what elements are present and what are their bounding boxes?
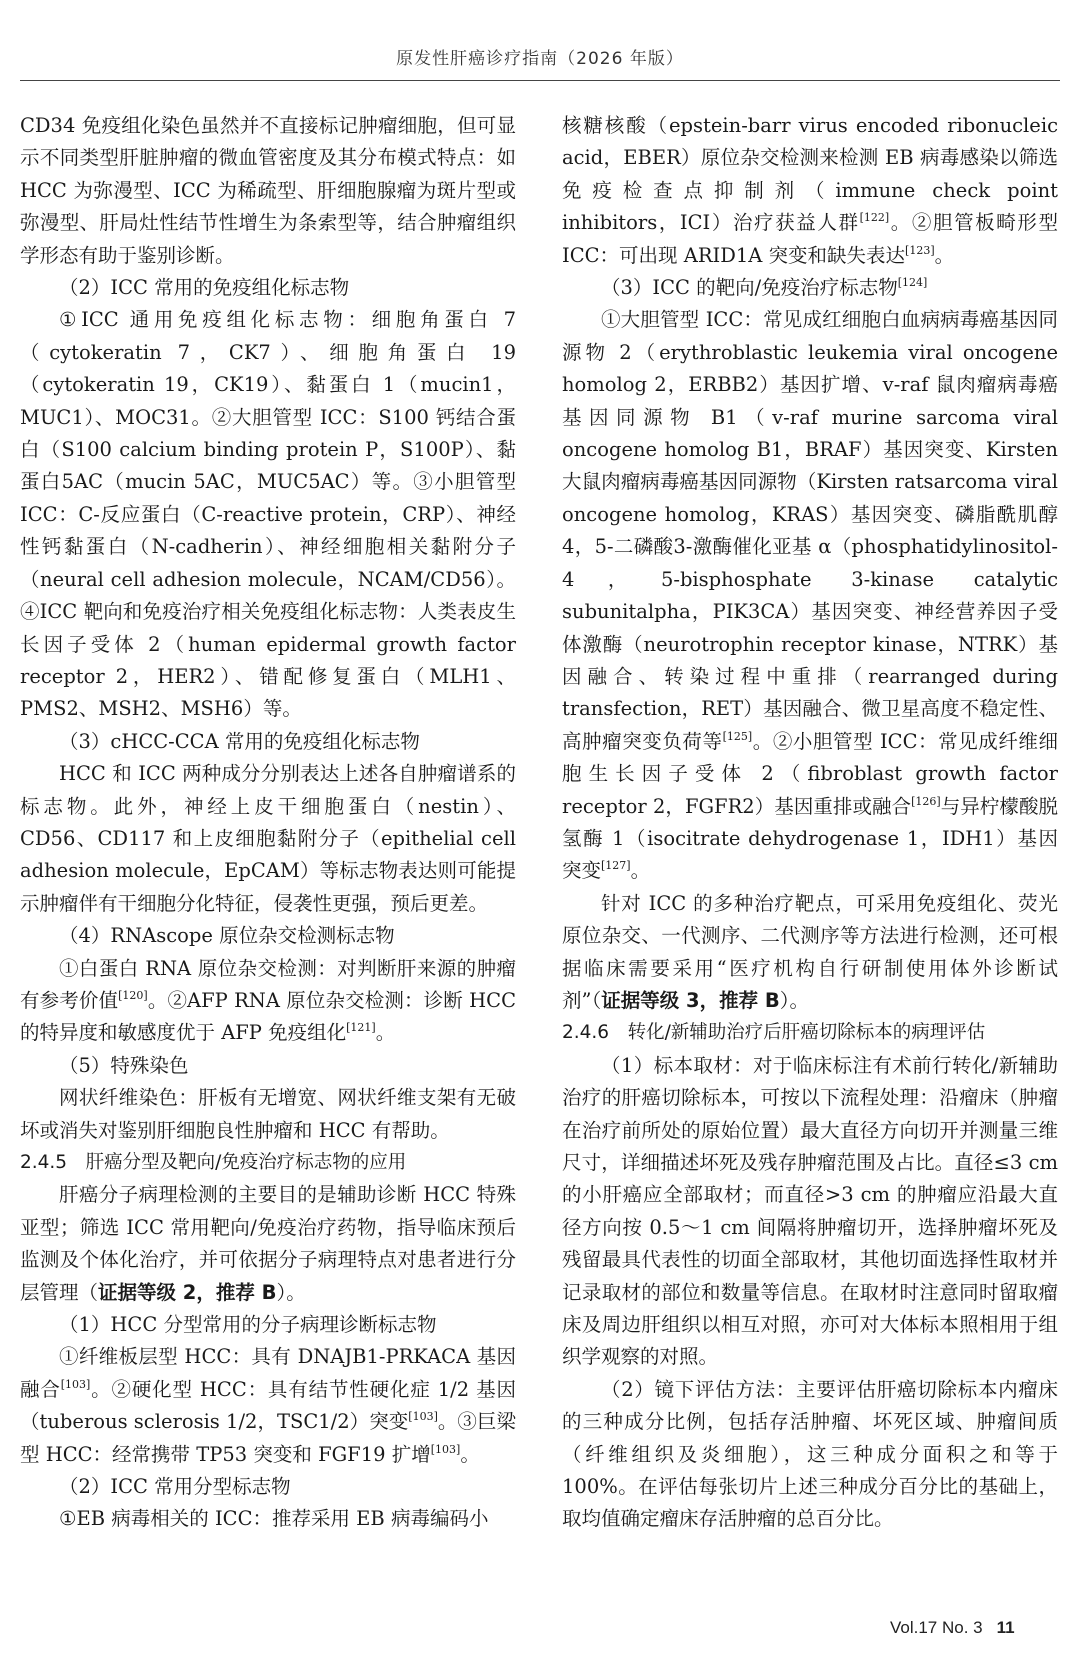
citation-ref: [103]	[60, 1377, 91, 1391]
text-run: 。②小胆管型 ICC：常见成纤维细胞生长因子受体 2（fibroblast growth factor receptor 2，FGFR2）基因重排或融合	[562, 729, 1058, 818]
volume-issue: Vol.17 No. 3	[890, 1618, 983, 1637]
paragraph: （2）镜下评估方法：主要评估肝癌切除标本内瘤床的三种成分比例，包括存活肿瘤、坏死区域、肿瘤间质（纤维组织及炎细胞），这三种成分面积之和等于 100%。在评估每张切片上述三种成分百分比的基础上，取均值确定瘤床存活肿瘤的总百分比。	[562, 1377, 1058, 1531]
text-run: 肝癌分子病理检测的主要目的是辅助诊断 HCC 特殊亚型；筛选 ICC 常用靶向/免疫治疗药物，指导临床预后监测及个体化治疗，并可依据分子病理特点对患者进行分层管理（	[20, 1183, 516, 1304]
paragraph: CD34 免疫组化染色虽然并不直接标记肿瘤细胞，但可显示不同类型肝脏肿瘤的微血管密度及其分布模式特点：如 HCC 为弥漫型、ICC 为稀疏型、肝细胞腺瘤为斑片型或弥漫型、肝局灶性结节性增生为条索型等，结合肿瘤组织学形态有助于鉴别诊断。	[20, 114, 516, 267]
section-heading: 2.4.5 肝癌分型及靶向/免疫治疗标志物的应用	[20, 1152, 407, 1173]
paragraph	[562, 272, 1058, 304]
citation-ref: [125]	[722, 729, 753, 743]
paragraph	[562, 304, 1058, 887]
text-run: 。	[375, 1021, 396, 1045]
text-run: （3）ICC 的靶向/免疫治疗标志物	[601, 276, 898, 300]
page-footer	[890, 1618, 1015, 1638]
text-run: 核糖核酸（epstein-barr virus encoded ribonucleic acid，EBER）原位杂交检测来检测 EB 病毒感染以筛选免疫检查点抑制剂（immune check point inhibitors，ICI）治疗获益人群	[562, 114, 1058, 235]
text-run: 。	[460, 1442, 480, 1466]
evidence-grade: 证据等级 2，推荐 B	[98, 1280, 277, 1304]
paragraph	[20, 1179, 516, 1309]
paragraph: HCC 和 ICC 两种成分分别表达上述各自肿瘤谱系的标志物。此外，神经上皮干细胞蛋白（nestin）、CD56、CD117 和上皮细胞黏附分子（epithelial cell adhesion molecule，EpCAM）等标志物表达则可能提示肿瘤伴有干细胞分化特征，侵袭性更强，预后更差。	[20, 762, 516, 915]
text-run: 。②硬化型 HCC：具有结节性硬化症 1/2 基因（tuberous sclerosis 1/2，TSC1/2）突变	[20, 1377, 516, 1434]
text-run: ）。	[779, 988, 810, 1012]
paragraph: 网状纤维染色：肝板有无增宽、网状纤维支架有无破坏或消失对鉴别肝细胞良性肿瘤和 HCC 有帮助。	[20, 1086, 516, 1142]
paragraph: （4）RNAscope 原位杂交检测标志物	[59, 924, 395, 948]
text-run: ）。	[276, 1280, 306, 1304]
text-run: 。	[630, 859, 651, 883]
text-run: ①纤维板层型 HCC：具有 DNAJB1-PRKACA 基因融合	[20, 1345, 516, 1401]
paragraph: ①EB 病毒相关的 ICC：推荐采用 EB 病毒编码小	[59, 1507, 489, 1531]
text-run: ①白蛋白 RNA 原位杂交检测：对判断肝来源的肿瘤有参考价值	[20, 956, 516, 1012]
paragraph: （1）标本取材：对于临床标注有术前行转化/新辅助治疗的肝癌切除标本，可按以下流程处理：沿瘤床（肿瘤在治疗前所处的原始位置）最大直径方向切开并测量三维尺寸，详细描述坏死及残存肿瘤范围及占比。直径≤3 cm 的小肝癌应全部取材；而直径>3 cm 的肿瘤应沿最大直径方向按 0.5～1 cm 间隔将肿瘤切开，选择肿瘤坏死及残留最具代表性的切面全部取材，其他切面选择性取材并记录取材的部位和数量等信息。在取材时注意同时留取瘤床及周边肝组织以相互对照，亦可对大体标本照相用于组织学观察的对照。	[562, 1053, 1058, 1369]
text-run: 。③巨梁型 HCC：经常携带 TP53 突变和 FGF19 扩增	[20, 1410, 516, 1466]
section-heading: 2.4.6 转化/新辅助治疗后肝癌切除标本的病理评估	[562, 1022, 986, 1044]
text-run: 。②AFP RNA 原位杂交检测：诊断 HCC 的特异度和敏感度优于 AFP 免疫组化	[20, 988, 516, 1045]
paragraph	[562, 888, 1058, 1018]
paragraph: ①ICC 通用免疫组化标志物：细胞角蛋白 7（cytokeratin 7，CK7）、细胞角蛋白 19（cytokeratin 19，CK19）、黏蛋白 1（mucin1，MUC1）、MOC31。②大胆管型 ICC：S100 钙结合蛋白（S100 calcium binding protein P，S100P）、黏蛋白5AC（mucin 5AC，MUC5AC）等。③小胆管型 ICC：C-反应蛋白（C-reactive protein，CRP）、神经性钙黏蛋白（N-cadherin）、神经细胞相关黏附分子（neural cell adhesion molecule，NCAM/CD56）。④ICC 靶向和免疫治疗相关免疫组化标志物：人类表皮生长因子受体 2（human epidermal growth factor receptor 2，HER2）、错配修复蛋白（MLH1、PMS2、MSH2、MSH6）等。	[20, 308, 516, 721]
right-column	[562, 110, 1058, 1536]
paragraph: （2）ICC 常用分型标志物	[59, 1475, 291, 1499]
paragraph: （2）ICC 常用的免疫组化标志物	[59, 276, 350, 300]
text-run: 与异柠檬酸脱氢酶 1（isocitrate dehydrogenase 1，IDH1）基因突变	[562, 794, 1058, 883]
text-run: 针对 ICC 的多种治疗靶点，可采用免疫组化、荧光原位杂交、一代测序、二代测序等方法进行检测，还可根据临床需要采用“医疗机构自行研制使用体外诊断试剂”（	[562, 891, 1058, 1012]
citation-ref: [121]	[346, 1021, 376, 1035]
citation-ref: [123]	[905, 243, 935, 257]
citation-ref: [122]	[859, 211, 890, 225]
text-run: 。②胆管板畸形型 ICC：可出现 ARID1A 突变和缺失表达	[562, 211, 1058, 267]
citation-ref: [120]	[118, 988, 148, 1002]
paragraph: （5）特殊染色	[59, 1053, 189, 1077]
citation-ref: [126]	[911, 794, 941, 808]
text-run: ①大胆管型 ICC：常见成红细胞白血病病毒癌基因同源物 2（erythroblastic leukemia viral oncogene homolog 2，ERBB2）基因扩增、v-raf 鼠肉瘤病毒癌基因同源物 B1（v-raf murine sarcoma viral oncogene homolog B1，BRAF）基因突变、Kirsten 大鼠肉瘤病毒癌基因同源物（Kirsten ratsarcoma viral oncogene homolog，KRAS）基因突变、磷脂酰肌醇4，5-二磷酸3-激酶催化亚基 α（phosphatidylinositol-4，5-bisphosphate 3-kinase catalytic subunitalpha，PIK3CA）基因突变、神经营养因子受体激酶（neurotrophin receptor kinase，NTRK）基因融合、转染过程中重排（rearranged during transfection，RET）基因融合、微卫星高度不稳定性、高肿瘤突变负荷等	[562, 308, 1058, 753]
citation-ref: [127]	[601, 859, 631, 873]
citation-ref: [124]	[897, 276, 928, 290]
paragraph: （1）HCC 分型常用的分子病理诊断标志物	[59, 1313, 437, 1337]
citation-ref: [103]	[408, 1410, 438, 1424]
paragraph: （3）cHCC-CCA 常用的免疫组化标志物	[59, 729, 420, 753]
left-column	[20, 110, 516, 1536]
page-number: 11	[996, 1618, 1015, 1637]
citation-ref: [103]	[430, 1442, 461, 1456]
paragraph	[562, 110, 1058, 272]
text-run: 。	[934, 243, 955, 267]
header-rule	[20, 80, 1060, 81]
paragraph	[20, 953, 516, 1050]
evidence-grade: 证据等级 3，推荐 B	[601, 988, 780, 1012]
running-title: 原发性肝癌诊疗指南（2026 年版）	[396, 49, 684, 69]
paragraph	[20, 1341, 516, 1471]
